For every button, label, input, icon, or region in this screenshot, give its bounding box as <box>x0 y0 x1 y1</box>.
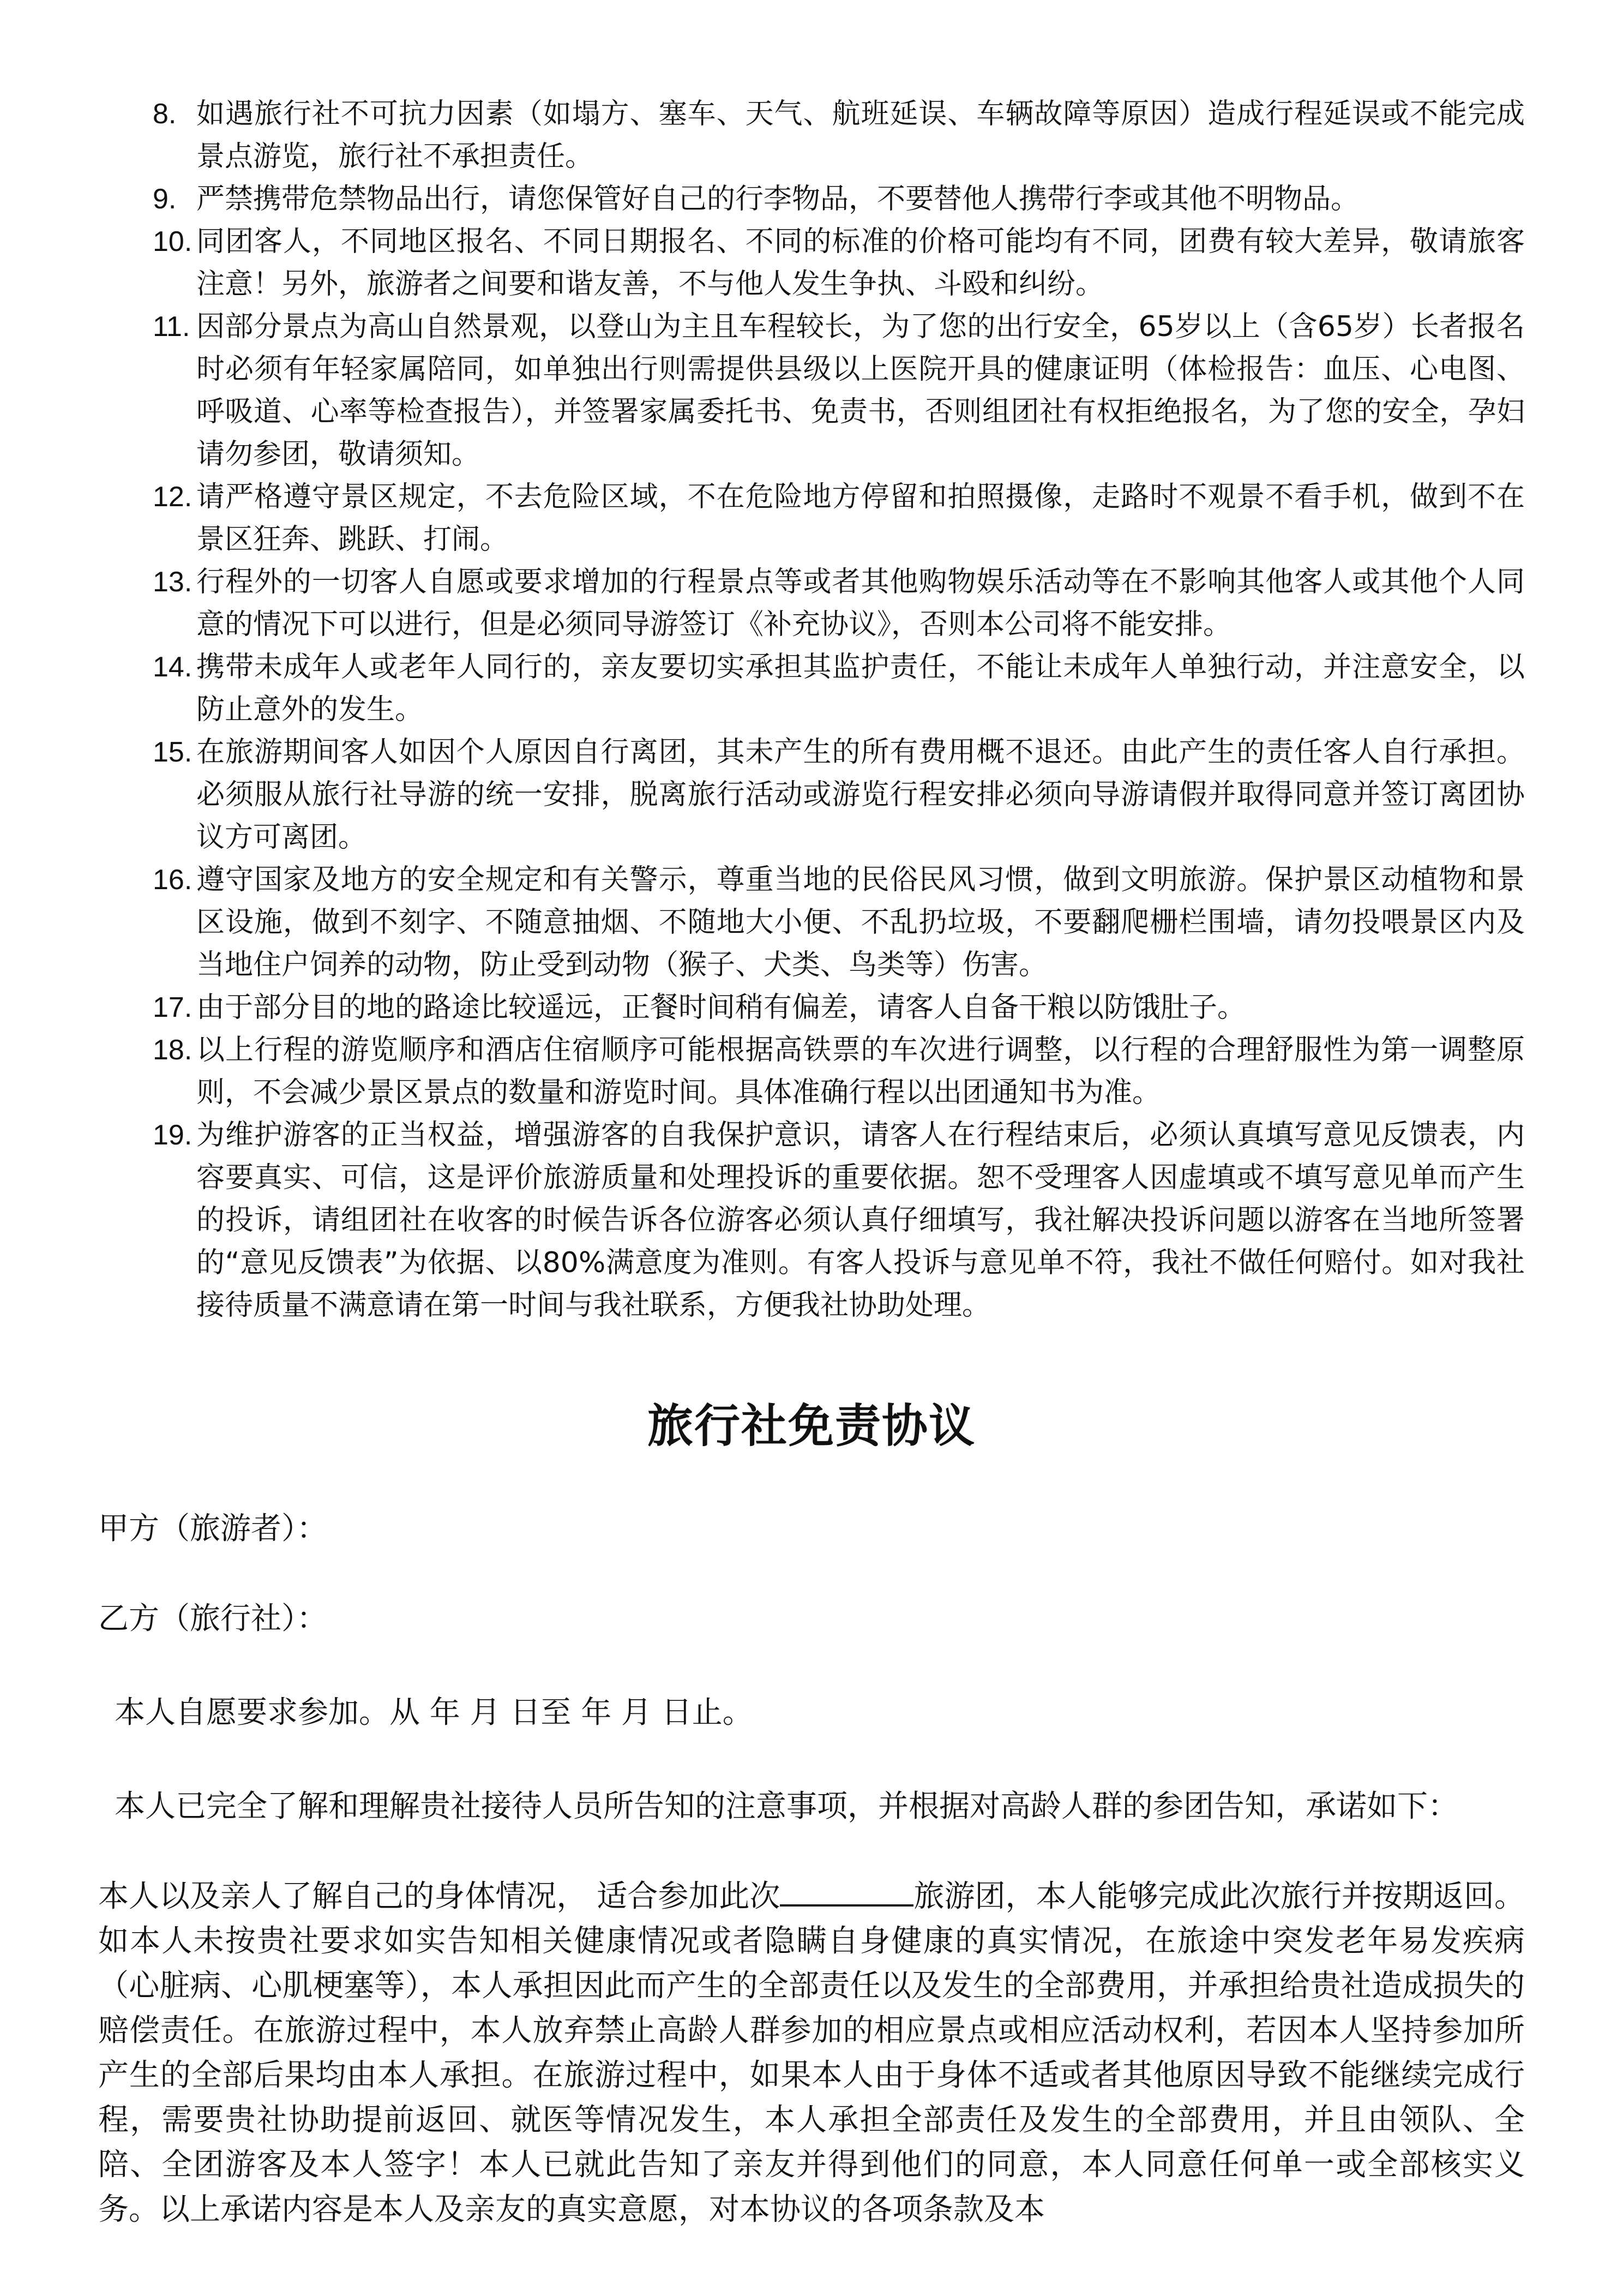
list-item <box>98 476 1525 561</box>
item-number: 17. <box>153 992 193 1023</box>
list-item <box>98 1114 1525 1327</box>
commitment-paragraph <box>98 1874 1525 2232</box>
list-item <box>98 1029 1525 1114</box>
commitment-text-start: 本人以及亲人了解自己的身体情况， 适合参加此次 <box>98 1879 780 1914</box>
notice-list <box>98 93 1525 1327</box>
item-text: 为维护游客的正当权益，增强游客的自我保护意识，请客人在行程结束后，必须认真填写意见反馈表，内容要真实、可信，这是评价旅游质量和处理投诉的重要依据。恕不受理客人因虚填或不填写意见单而产生的投诉，请组团社在收客的时候告诉各位游客必须认真仔细填写，我社解决投诉问题以游客在当地所签署的“意见反馈表”为依据、以80%满意度为准则。有客人投诉与意见单不符，我社不做任何赔付。如对我社接待质量不满意请在第一时间与我社联系，方便我社协助处理。 <box>196 1119 1525 1322</box>
item-number: 18. <box>153 1034 193 1066</box>
participation-dates: 本人自愿要求参加。从 年 月 日至 年 月 日止。 <box>115 1695 753 1730</box>
item-text: 携带未成年人或老年人同行的，亲友要切实承担其监护责任，不能让未成年人单独行动，并注意安全，以防止意外的发生。 <box>196 651 1525 726</box>
item-text: 请严格遵守景区规定，不去危险区域，不在危险地方停留和拍照摄像，走路时不观景不看手机，做到不在景区狂奔、跳跃、打闹。 <box>196 481 1525 556</box>
commitment-text-rest: 旅游团，本人能够完成此次旅行并按期返回。如本人未按贵社要求如实告知相关健康情况或者隐瞒自身健康的真实情况，在旅途中突发老年易发疾病（心脏病、心肌梗塞等），本人承担因此而产生的全部责任以及发生的全部费用，并承担给贵社造成损失的赔偿责任。在旅游过程中，本人放弃禁止高龄人群参加的相应景点或相应活动权利，若因本人坚持参加所产生的全部后果均由本人承担。在旅游过程中，如果本人由于身体不适或者其他原因导致不能继续完成行程，需要贵社协助提前返回、就医等情况发生，本人承担全部责任及发生的全部费用，并且由领队、全陪、全团游客及本人签字！本人已就此告知了亲友并得到他们的同意，本人同意任何单一或全部核实义务。以上承诺内容是本人及亲友的真实意愿，对本协议的各项条款及本 <box>98 1879 1525 2227</box>
item-text: 因部分景点为高山自然景观，以登山为主且车程较长，为了您的出行安全，65岁以上（含65岁）长者报名时必须有年轻家属陪同，如单独出行则需提供县级以上医院开具的健康证明（体检报告：血压、心电图、呼吸道、心率等检查报告），并签署家属委托书、免责书，否则组团社有权拒绝报名，为了您的安全，孕妇请勿参团，敬请须知。 <box>196 310 1525 471</box>
item-number: 14. <box>153 651 193 683</box>
list-item <box>98 93 1525 178</box>
item-text: 在旅游期间客人如因个人原因自行离团，其未产生的所有费用概不退还。由此产生的责任客人自行承担。必须服从旅行社导游的统一安排，脱离旅行活动或游览行程安排必须向导游请假并取得同意并签订离团协议方可离团。 <box>196 736 1525 854</box>
item-text: 如遇旅行社不可抗力因素（如塌方、塞车、天气、航班延误、车辆故障等原因）造成行程延误或不能完成景点游览，旅行社不承担责任。 <box>196 98 1525 173</box>
item-text: 严禁携带危禁物品出行，请您保管好自己的行李物品，不要替他人携带行李或其他不明物品。 <box>196 183 1360 215</box>
list-item <box>98 731 1525 859</box>
list-item <box>98 646 1525 731</box>
item-number: 8. <box>153 98 177 130</box>
list-item <box>98 178 1525 220</box>
list-item <box>98 305 1525 476</box>
tour-name-blank[interactable] <box>780 1874 913 1907</box>
list-item <box>98 220 1525 305</box>
item-number: 10. <box>153 226 193 257</box>
item-number: 16. <box>153 864 193 896</box>
item-number: 11. <box>153 311 190 343</box>
item-number: 13. <box>153 566 193 598</box>
item-text: 由于部分目的地的路途比较遥远，正餐时间稍有偏差，请客人自备干粮以防饿肚子。 <box>196 991 1246 1024</box>
item-text: 遵守国家及地方的安全规定和有关警示，尊重当地的民俗民风习惯，做到文明旅游。保护景区动植物和景区设施，做到不刻字、不随意抽烟、不随地大小便、不乱扔垃圾，不要翻爬栅栏围墙，请勿投喂景区内及当地住户饲养的动物，防止受到动物（猴子、犬类、鸟类等）伤害。 <box>196 864 1525 981</box>
item-number: 15. <box>153 736 193 768</box>
party-a-label: 甲方（旅游者）： <box>98 1511 327 1546</box>
party-b-label: 乙方（旅行社）： <box>98 1601 327 1636</box>
agreement-title: 旅行社免责协议 <box>647 1399 976 1453</box>
list-item <box>98 986 1525 1029</box>
item-number: 12. <box>153 481 193 513</box>
item-text: 行程外的一切客人自愿或要求增加的行程景点等或者其他购物娱乐活动等在不影响其他客人或其他个人同意的情况下可以进行，但是必须同导游签订《补充协议》，否则本公司将不能安排。 <box>196 566 1525 641</box>
list-item <box>98 561 1525 646</box>
acknowledgement-text: 本人已完全了解和理解贵社接待人员所告知的注意事项，并根据对高龄人群的参团告知，承诺如下： <box>115 1789 1458 1824</box>
list-item <box>98 859 1525 986</box>
item-text: 同团客人，不同地区报名、不同日期报名、不同的标准的价格可能均有不同，团费有较大差异，敬请旅客注意！另外，旅游者之间要和谐友善，不与他人发生争执、斗殴和纠纷。 <box>196 225 1525 301</box>
item-number: 9. <box>153 183 177 215</box>
item-text: 以上行程的游览顺序和酒店住宿顺序可能根据高铁票的车次进行调整，以行程的合理舒服性为第一调整原则，不会减少景区景点的数量和游览时间。具体准确行程以出团通知书为准。 <box>196 1034 1525 1109</box>
item-number: 19. <box>153 1119 193 1151</box>
